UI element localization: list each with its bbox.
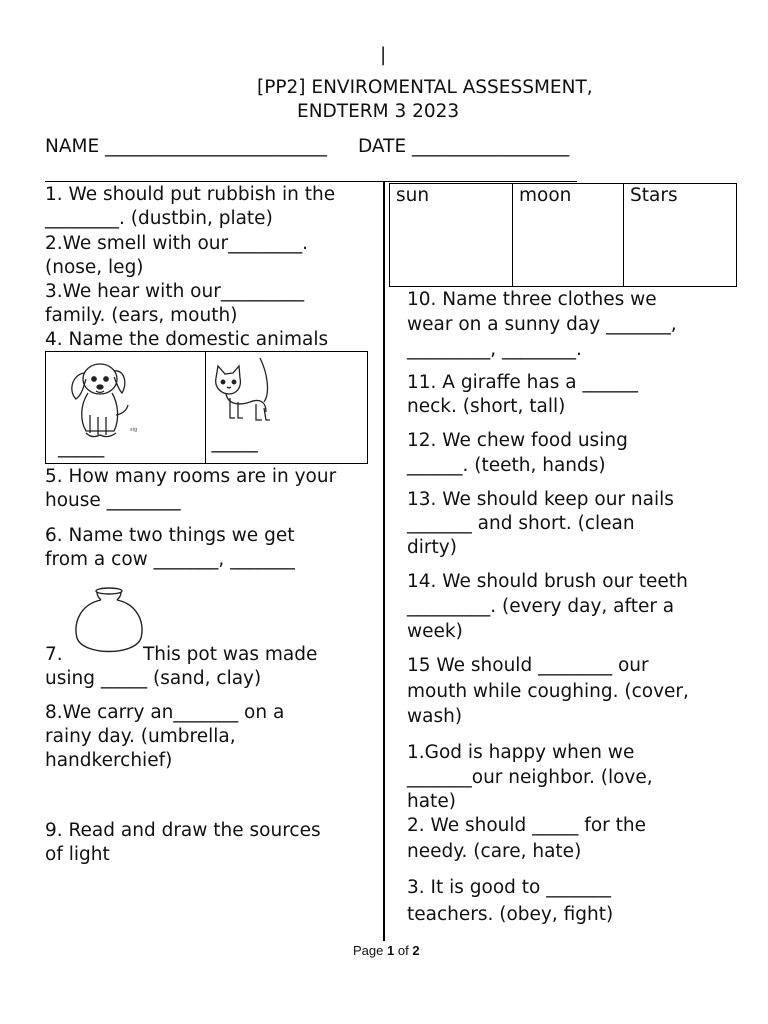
question-2-line-1: 2.We smell with our________. [45,233,308,254]
title-line-1: [PP2] ENVIROMENTAL ASSESSMENT, [257,77,593,98]
animal-cell-dog [46,352,206,464]
question-8-line-1: 8.We carry an_______ on a [45,702,285,723]
question-14-line-3: week) [407,621,463,642]
religion-question-2-line-2: needy. (care, hate) [407,841,582,862]
question-11-line-2: neck. (short, tall) [407,396,566,417]
question-4: 4. Name the domestic animals [45,329,329,350]
question-6-line-1: 6. Name two things we get [45,525,295,546]
svg-text:sig: sig [130,427,138,433]
question-15-line-3: wash) [407,706,463,727]
question-12-line-2: ______. (teeth, hands) [407,455,606,476]
question-7-line-2: using _____ (sand, clay) [45,668,262,689]
question-6-line-2: from a cow _______, _______ [45,549,295,570]
question-15-line-1: 15 We should ________ our [407,655,649,676]
page-footer [353,943,420,958]
of-word: of [397,943,409,958]
domestic-animals-table [45,351,368,464]
source-moon-cell: moon [513,184,624,287]
question-14-line-2: _________. (every day, after a [407,596,675,617]
question-12-line-1: 12. We chew food using [407,430,628,451]
question-3-line-2: family. (ears, mouth) [45,305,238,326]
kitten-drawing-icon [208,354,278,430]
question-10-line-2: wear on a sunny day _______, [407,314,677,335]
question-9-line-2: of light [45,844,110,865]
question-10-line-1: 10. Name three clothes we [407,289,657,310]
question-15-line-2: mouth while coughing. (cover, [407,681,689,702]
religion-question-1-line-3: hate) [407,791,456,812]
animal-cell-cat [205,352,368,464]
date-field-label: DATE _________________ [358,136,570,157]
religion-question-2-line-1: 2. We should _____ for the [407,815,646,836]
question-3-line-1: 3.We hear with our_________ [45,281,305,302]
source-sun-cell: sun [390,184,513,287]
question-11-line-1: 11. A giraffe has a ______ [407,372,638,393]
religion-question-1-line-2: _______our neighbor. (love, [407,767,653,788]
question-7-line-1: This pot was made [143,644,318,665]
question-5-line-1: 5. How many rooms are in your [45,466,337,487]
question-7-number: 7. [45,644,63,665]
question-1-line-2: ________. (dustbin, plate) [45,208,273,229]
page-number: 1 [387,943,395,958]
clay-pot-drawing-icon [73,586,145,662]
title-line-2: ENDTERM 3 2023 [297,101,460,122]
question-10-line-3: _________, ________. [407,339,582,360]
question-9-line-1: 9. Read and draw the sources [45,820,321,841]
light-sources-table [389,183,737,287]
name-field-label: NAME ________________________ [45,136,328,157]
question-14-line-1: 14. We should brush our teeth [407,571,688,592]
header-rule [45,181,577,182]
question-13-line-1: 13. We should keep our nails [407,489,674,510]
question-8-line-3: handkerchief) [45,750,173,771]
question-13-line-2: _______ and short. (clean [407,513,635,534]
page-total: 2 [412,943,420,958]
animal-blank-1: _____ [58,437,105,458]
cursor-mark: | [380,45,387,66]
puppy-drawing-icon [62,355,142,443]
page-word: Page [353,943,384,958]
religion-question-3-line-2: teachers. (obey, fight) [407,904,614,925]
column-divider [383,181,385,941]
question-13-line-3: dirty) [407,537,457,558]
question-2-line-2: (nose, leg) [45,257,144,278]
source-stars-cell: Stars [624,184,737,287]
religion-question-1-line-1: 1.God is happy when we [407,742,635,763]
animal-blank-2: _____ [211,432,258,453]
question-5-line-2: house ________ [45,490,181,511]
question-8-line-2: rainy day. (umbrella, [45,726,236,747]
question-1-line-1: 1. We should put rubbish in the [45,184,336,205]
religion-question-3-line-1: 3. It is good to _______ [407,877,611,898]
